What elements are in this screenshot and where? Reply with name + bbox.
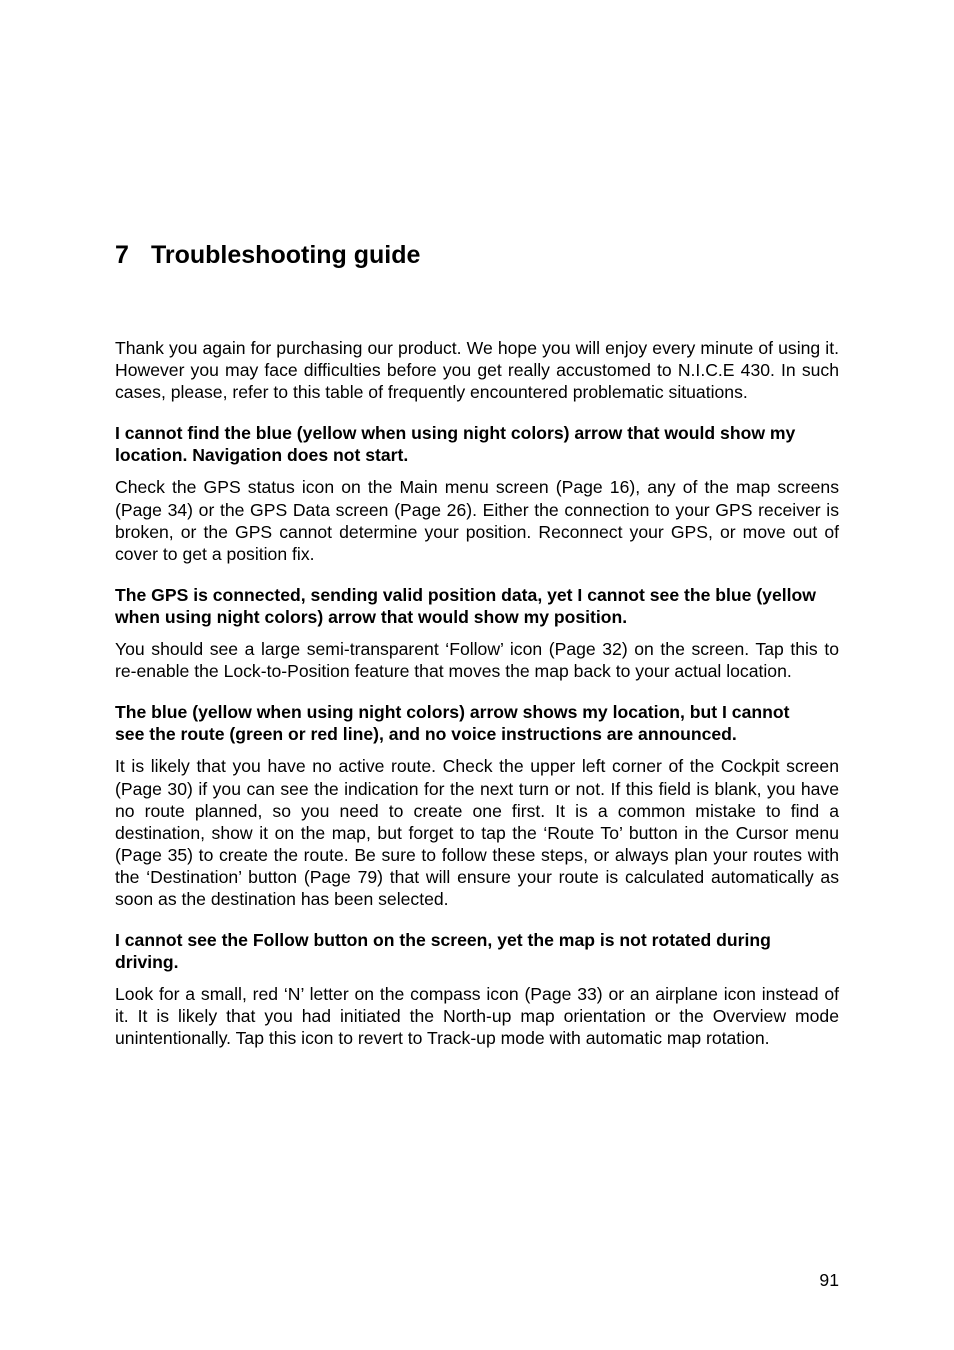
question-4: I cannot see the Follow button on the screen, yet the map is not rotated during driving.: [115, 930, 771, 973]
chapter-title: Troubleshooting guide: [151, 241, 421, 269]
answer-1: Check the GPS status icon on the Main menu screen (Page 16), any of the map screens (Page 34) or the GPS Data screen (Page 26). Either the connection to your GPS receiver is broken, or the GPS cannot determine your position. Reconnect your GPS, or move out of cover to get a position fix.: [115, 477, 839, 564]
question-1: I cannot find the blue (yellow when using night colors) arrow that would show my location. Navigation does not start.: [115, 423, 796, 466]
chapter-number: 7: [115, 241, 129, 269]
answer-4: Look for a small, red ‘N’ letter on the compass icon (Page 33) or an airplane icon instead of it. It is likely that you had initiated the North-up map orientation or the Overview mode unintentionally. Tap this icon to revert to Track-up mode with automatic map rotation.: [115, 984, 839, 1049]
question-3: The blue (yellow when using night colors) arrow shows my location, but I cannot see the route (green or red line), and no voice instructions are announced.: [115, 702, 790, 745]
question-2: The GPS is connected, sending valid position data, yet I cannot see the blue (yellow when using night colors) arrow that would show my position.: [115, 584, 816, 627]
intro-paragraph: Thank you again for purchasing our product. We hope you will enjoy every minute of using it. However you may face difficulties before you get really accustomed to N.I.C.E 430. In such cases, please, refer to this table of frequently encountered problematic situations.: [115, 338, 839, 403]
answer-3: It is likely that you have no active route. Check the upper left corner of the Cockpit screen (Page 30) if you can see the indication for the next turn or not. If this field is blank, you have no route planned, so you need to create one first. It is a common mistake to find a destination, show it on the map, but forget to tap the ‘Route To’ button in the Cursor menu (Page 35) to create the route. Be sure to follow these steps, or always plan your routes with the ‘Destination’ button (Page 79) that will ensure your route is calculated automatically as soon as the destination has been selected.: [115, 756, 839, 909]
answer-2: You should see a large semi-transparent ‘Follow’ icon (Page 32) on the screen. Tap this to re-enable the Lock-to-Position feature that moves the map back to your actual location.: [115, 639, 839, 682]
chapter-heading: [115, 238, 420, 272]
document-body: [115, 337, 839, 1069]
page-number: 91: [819, 1270, 839, 1290]
